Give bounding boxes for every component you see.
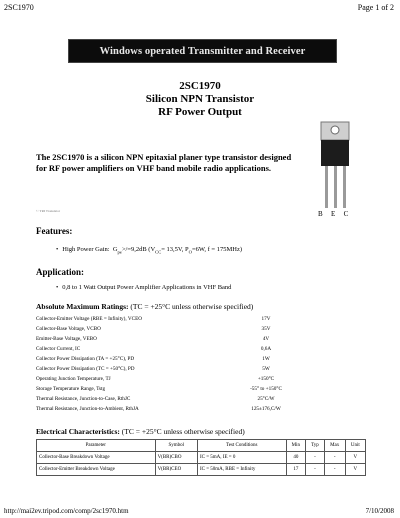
features-heading: Features: (36, 226, 73, 236)
rating-value: 17V (261, 316, 271, 322)
column-header: Parameter (37, 440, 156, 452)
rating-parameter: Storage Temperature Range, Tstg (36, 386, 106, 392)
rating-parameter: Collector Power Dissipation (TC = +50°C), PD (36, 366, 135, 372)
table-cell: V (345, 464, 365, 476)
rating-value: 1W (262, 356, 270, 362)
page-number: Page 1 of 2 (357, 3, 394, 12)
rating-row (36, 344, 296, 354)
electrical-condition: (TC = +25°C unless otherwise specified) (121, 427, 245, 436)
rating-value: +150°C (257, 376, 275, 382)
electrical-table (36, 439, 366, 476)
rating-value: 125±176,C/W (251, 406, 281, 412)
footer-url[interactable]: http://mai2ev.tripod.com/comp/2sc1970.htm (4, 507, 129, 515)
table-row (37, 464, 366, 476)
column-header: Min (286, 440, 306, 452)
table-row (37, 452, 366, 464)
device-purpose: RF Power Output (158, 106, 242, 118)
rating-row (36, 334, 296, 344)
pin-labels: B E C (318, 210, 352, 218)
device-type: Silicon NPN Transistor (145, 93, 255, 105)
copyright-mark: © TRI Transistor (36, 209, 60, 213)
application-item: • 0,8 to 1 Watt Output Power Amplifier Applications in VHF Band (56, 284, 231, 291)
table-cell: V (345, 452, 365, 464)
ratings-title (36, 302, 253, 311)
footer-date: 7/10/2008 (365, 507, 394, 515)
rating-row (36, 404, 296, 414)
table-cell: 17 (286, 464, 306, 476)
rating-value: -55° to +150°C (250, 386, 282, 392)
column-header: Unit (345, 440, 365, 452)
rating-value: 25°C/W (257, 396, 275, 402)
rating-row (36, 364, 296, 374)
table-cell: Collector-Emitter Breakdown Voltage (37, 464, 156, 476)
rating-parameter: Emitter-Base Voltage, VEBO (36, 336, 97, 342)
part-number: 2SC1970 (179, 80, 221, 92)
rating-parameter: Collector Power Dissipation (TA = +25°C), PD (36, 356, 135, 362)
rating-parameter: Collector Current, IC (36, 346, 81, 352)
rating-parameter: Collector-Emitter Voltage (RBE = Infinity), VCEO (36, 316, 142, 322)
ratings-table (36, 314, 296, 414)
electrical-heading: Electrical Characteristics: (36, 427, 120, 436)
table-cell: V(BR)CBO (155, 452, 197, 464)
table-cell: IC = 5mA, IE = 0 (197, 452, 286, 464)
table-cell: - (306, 452, 325, 464)
column-header: Typ (306, 440, 325, 452)
table-cell: - (324, 464, 345, 476)
rating-parameter: Operating Junction Temperature, TJ (36, 376, 111, 382)
rating-value: 0,6A (260, 346, 272, 352)
table-cell: Collector-Base Breakdown Voltage (37, 452, 156, 464)
table-cell: - (324, 452, 345, 464)
to220-package-image (315, 116, 355, 218)
rating-row (36, 314, 296, 324)
rating-row (36, 374, 296, 384)
banner-text: Windows operated Transmitter and Receiver (99, 45, 306, 57)
rating-row (36, 394, 296, 404)
ratings-condition: (TC = +25°C unless otherwise specified) (130, 302, 254, 311)
banner (68, 39, 337, 63)
rating-value: 4V (262, 336, 270, 342)
rating-parameter: Collector-Base Voltage, VCBO (36, 326, 101, 332)
ratings-heading: Absolute Maximum Ratings: (36, 302, 129, 311)
page-header-title: 2SC1970 (4, 3, 34, 12)
description: The 2SC1970 is a silicon NPN epitaxial planer type transistor designed for RF power amplifiers on VHF band mobile radio applications. (36, 152, 292, 173)
rating-row (36, 354, 296, 364)
application-heading: Application: (36, 267, 85, 277)
column-header: Test Conditions (197, 440, 286, 452)
column-header: Symbol (155, 440, 197, 452)
table-cell: IC = 50mA, RBE = Infinity (197, 464, 286, 476)
table-cell: V(BR)CEO (155, 464, 197, 476)
rating-value: 35V (261, 326, 271, 332)
table-cell: - (306, 464, 325, 476)
electrical-title (36, 427, 245, 436)
rating-row (36, 384, 296, 394)
rating-parameter: Thermal Resistance, Junction-to-Ambient, RthJA (36, 406, 139, 412)
rating-parameter: Thermal Resistance, Junction-to-Case, RthJC (36, 396, 131, 402)
table-cell: 40 (286, 452, 306, 464)
column-header: Max (324, 440, 345, 452)
rating-value: 5W (262, 366, 270, 372)
feature-item: • High Power Gain: $G_{pe}>/=9,2dB$ ($V_{CC}= 13,5V$, $P_O=6W$, f = 175MHz) (56, 246, 242, 254)
rating-row (36, 324, 296, 334)
